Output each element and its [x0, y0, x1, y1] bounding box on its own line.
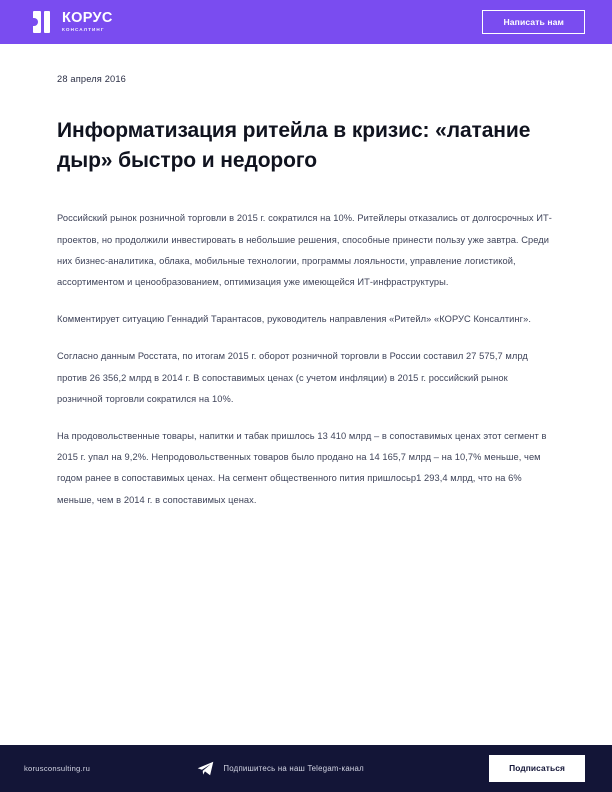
site-header [0, 0, 612, 44]
brand-subtitle: КОНСАЛТИНГ [62, 26, 105, 32]
footer-telegram-text: Подпишитесь на наш Telegam-канал [223, 764, 364, 773]
article-paragraph: На продовольственные товары, напитки и табак пришлось 13 410 млрд – в сопоставимых ценах этот сегмент в 2015 г. упал на 9,2%. Непродовольственных товаров было продано на 14 165,7 млрд – на 10,7% меньше, чем годом ранее в сопоставимых ценах. На сегмент общественного пития пришлосьр1 293,4 млрд, что на 6% меньше, чем в 2014 г. в сопоставимых ценах. [57, 430, 547, 505]
telegram-icon [197, 761, 214, 776]
korus-logo-icon [33, 11, 55, 33]
subscribe-button[interactable]: Подписаться [489, 755, 585, 781]
brand-title: КОРУС [62, 10, 113, 27]
site-footer [0, 745, 612, 792]
contact-us-button[interactable]: Написать нам [482, 10, 585, 35]
publication-date: 28 апреля 2016 [57, 74, 126, 84]
footer-website-link[interactable]: korusconsulting.ru [24, 764, 91, 773]
brand-wordmark [62, 11, 113, 32]
article-content [0, 44, 612, 745]
page-title: Информатизация ритейла в кризис: «латание дыр» быстро и недорого [57, 119, 531, 173]
article-paragraph: Согласно данным Росстата, по итогам 2015 г. оборот розничной торговли в России составил 27 575,7 млрд против 26 356,2 млрд в 2014 г. В сопоставимых ценах (с учетом инфляции) в 2015 г. российский рынок розничной торговли сократился на 10%. [57, 351, 528, 404]
brand-logo[interactable] [33, 11, 113, 33]
footer-telegram-promo [90, 761, 489, 776]
article-paragraph: Комментирует ситуацию Геннадий Тарантасов, руководитель направления «Ритейл» «КОРУС Консалтинг». [57, 314, 531, 325]
article-paragraph: Российский рынок розничной торговли в 2015 г. сократился на 10%. Ритейлеры отказались от долгосрочных ИТ-проектов, но продолжили инвестировать в небольшие решения, способные принести пользу уже завтра. Среди них бизнес-аналитика, облака, мобильные технологии, программы лояльности, управление логистикой, ассортиментом и ценообразованием, оптимизация уже имеющейся ИТ-инфраструктуры. [57, 213, 552, 288]
